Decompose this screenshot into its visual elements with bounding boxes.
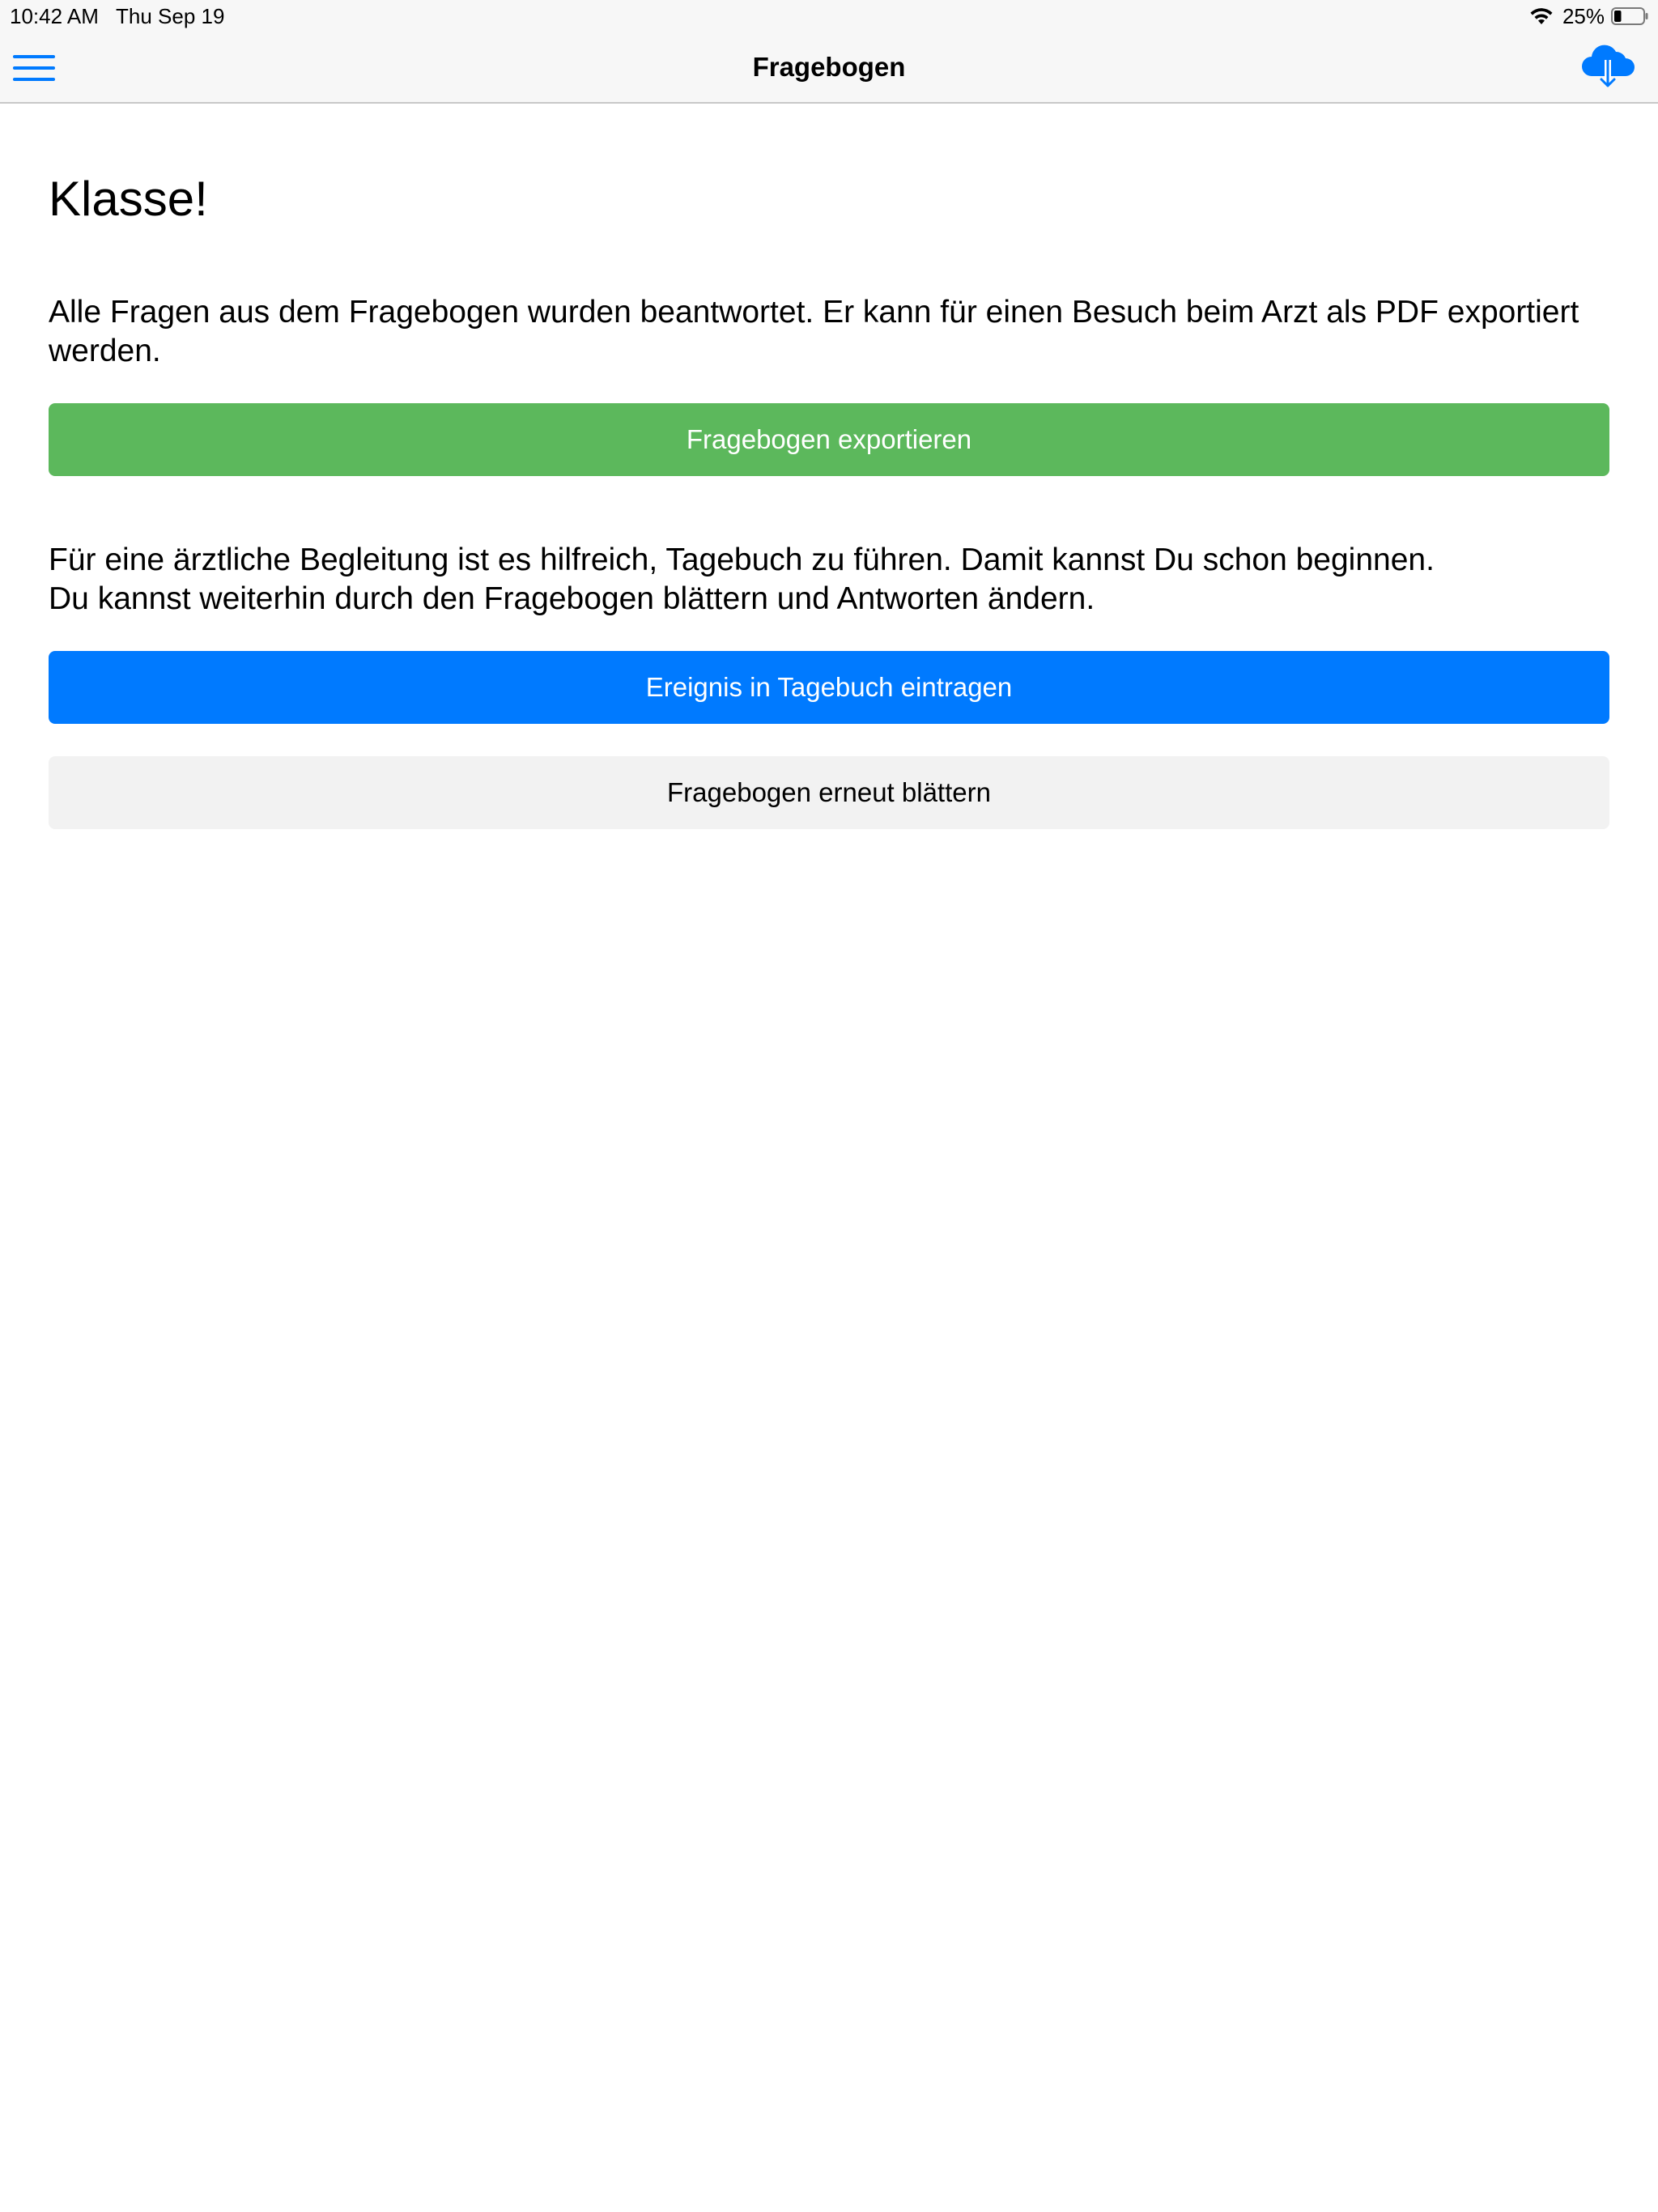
- diary-hint: [49, 541, 1609, 619]
- completion-message: Alle Fragen aus dem Fragebogen wurden beantwortet. Er kann für einen Besuch beim Arzt als PDF exportiert werden.: [49, 295, 1579, 368]
- diary-hint-line-2: Du kannst weiterhin durch den Fragebogen blättern und Antworten ändern.: [49, 581, 1095, 616]
- wifi-icon: [1528, 6, 1554, 26]
- status-indicators: [1528, 3, 1648, 29]
- status-bar: [0, 0, 1658, 32]
- browse-questionnaire-button[interactable]: Fragebogen erneut blättern: [49, 756, 1609, 829]
- navigation-bar: [0, 32, 1658, 104]
- success-heading: Klasse!: [49, 172, 208, 226]
- diary-hint-line-1: Für eine ärztliche Begleitung ist es hilfreich, Tagebuch zu führen. Damit kannst Du schon beginnen.: [49, 542, 1435, 577]
- status-date: Thu Sep 19: [116, 4, 225, 28]
- export-questionnaire-button[interactable]: Fragebogen exportieren: [49, 403, 1609, 476]
- battery-icon: [1611, 7, 1648, 25]
- add-diary-entry-button[interactable]: Ereignis in Tagebuch eintragen: [49, 651, 1609, 724]
- page-title: Fragebogen: [752, 52, 906, 82]
- cloud-download-icon[interactable]: [1580, 42, 1635, 91]
- status-time: 10:42 AM: [10, 4, 99, 28]
- battery-percent: 25%: [1562, 4, 1605, 28]
